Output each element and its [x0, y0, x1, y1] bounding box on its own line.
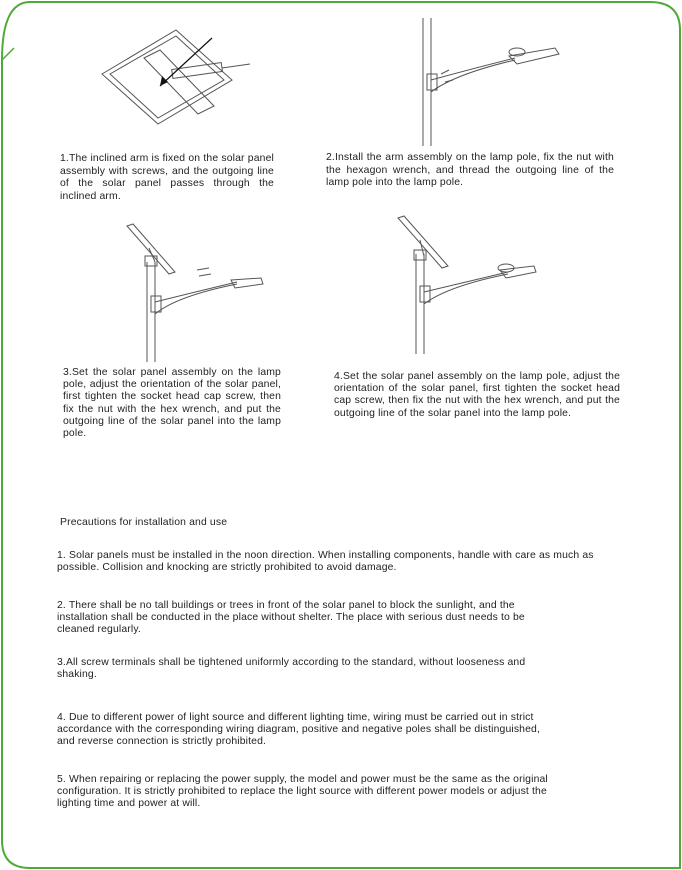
figure-4-full-assembly	[396, 214, 541, 356]
precautions-title: Precautions for installation and use	[60, 517, 228, 528]
figure-2-arm-on-pole	[405, 18, 575, 148]
precaution-3: 3.All screw terminals shall be tightened uniformly according to the standard, without looseness and shaking.	[57, 657, 526, 680]
precaution-5: 5. When repairing or replacing the power supply, the model and power must be the same as the original configuration. It is strictly prohibited to replace the light source with different power models or adjust the lighting time and power at will.	[57, 774, 548, 809]
figure-1-solar-panel-arm	[100, 28, 260, 138]
figure-3-full-assembly	[125, 222, 270, 364]
step-3-caption: 3.Set the solar panel assembly on the lamp pole, adjust the orientation of the solar panel, first tighten the socket head cap screw, then fix the nut with the hex wrench, and put the outgoing line of the solar panel into the lamp pole.	[63, 367, 281, 440]
precaution-2: 2. There shall be no tall buildings or trees in front of the solar panel to block the sunlight, and the installation shall be conducted in the place without shelter. The place with serious dust needs to be cleaned regularly.	[57, 600, 525, 635]
precaution-1: 1. Solar panels must be installed in the noon direction. When installing components, handle with care as much as possible. Collision and knocking are strictly prohibited to avoid damage.	[57, 550, 594, 573]
step-4-caption: 4.Set the solar panel assembly on the lamp pole, adjust the orientation of the solar panel, first tighten the socket head cap screw, then fix the nut with the hex wrench, and put the outgoing line of the solar panel into the lamp pole.	[334, 371, 620, 419]
step-2-caption: 2.Install the arm assembly on the lamp pole, fix the nut with the hexagon wrench, and thread the outgoing line of the lamp pole into the lamp pole.	[326, 152, 614, 189]
precaution-4: 4. Due to different power of light source and different lighting time, wiring must be carried out in strict accordance with the corresponding wiring diagram, positive and negative poles shall be distinguished, and reverse connection is strictly prohibited.	[57, 712, 541, 747]
step-1-caption: 1.The inclined arm is fixed on the solar panel assembly with screws, and the outgoing line of the solar panel passes through the inclined arm.	[60, 153, 274, 202]
